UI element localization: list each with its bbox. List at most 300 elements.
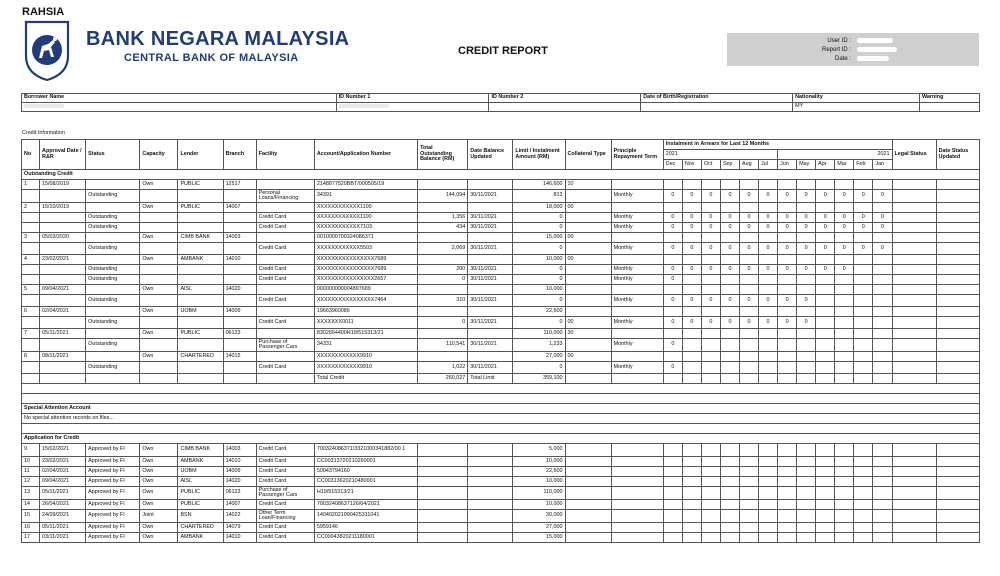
empty-cell (854, 500, 873, 510)
arrears-cell (778, 285, 797, 295)
arrears-cell (816, 285, 835, 295)
empty-cell (611, 457, 663, 467)
arrears-cell (759, 285, 778, 295)
arrears-cell (682, 275, 701, 285)
facility (256, 352, 314, 362)
arrears-cell (854, 233, 873, 243)
arrears-cell: 0 (701, 213, 720, 223)
collateral-type (565, 223, 611, 233)
arrears-cell (701, 203, 720, 213)
arrears-cell (816, 339, 835, 352)
capacity: Own (140, 500, 178, 510)
branch (223, 243, 256, 255)
empty-cell (565, 467, 611, 477)
empty-cell (816, 510, 835, 523)
arrears-cell (739, 329, 758, 339)
credit-row (22, 265, 980, 275)
approval-date: 05/03/2020 (40, 233, 86, 243)
row-status: Outstanding (86, 317, 140, 329)
empty-cell (797, 533, 816, 543)
empty-cell (611, 477, 663, 487)
empty-cell (223, 374, 256, 384)
arrears-cell (873, 317, 892, 329)
application-number: CC00043820211180001 (314, 533, 417, 543)
empty-cell (663, 510, 682, 523)
collateral-type-header: Collateral Type (565, 140, 611, 170)
month-mar-header: Mar (835, 160, 854, 170)
branch: 06123 (223, 329, 256, 339)
arrears-cell (739, 339, 758, 352)
arrears-cell: 0 (759, 295, 778, 307)
empty-cell (797, 500, 816, 510)
date-label: Date : (834, 56, 851, 62)
approval-date: 05/11/2021 (40, 329, 86, 339)
capacity: Own (140, 523, 178, 533)
row-status (86, 307, 140, 317)
arrears-cell: 0 (778, 213, 797, 223)
capacity (140, 275, 178, 285)
approval-date (40, 213, 86, 223)
capacity: Own (140, 307, 178, 317)
arrears-cell (816, 317, 835, 329)
arrears-cell (720, 255, 739, 265)
arrears-cell: 0 (854, 223, 873, 233)
arrears-cell (759, 352, 778, 362)
empty-cell (739, 533, 758, 543)
facility: Personal Loans/Financing (256, 190, 314, 203)
empty-cell (778, 374, 797, 384)
lender: PUBLIC (178, 203, 223, 213)
no-header: No (22, 140, 40, 170)
borrower-table (21, 93, 980, 112)
arrears-cell: 0 (797, 317, 816, 329)
year-left-label: 2021 (663, 150, 777, 160)
account-number: XXXXXXXXXXXX7103 (314, 223, 417, 233)
empty-cell (611, 500, 663, 510)
empty-cell (873, 444, 892, 457)
approval-date: 15/08/2019 (40, 180, 86, 190)
empty-cell (797, 444, 816, 457)
arrears-cell (682, 362, 701, 374)
empty-cell (759, 500, 778, 510)
status-updated-date (936, 329, 979, 339)
nationality-header: Nationality (793, 94, 920, 103)
empty-cell (873, 523, 892, 533)
facility (256, 180, 314, 190)
empty-cell (739, 523, 758, 533)
row-number: 7 (22, 329, 40, 339)
empty-cell (720, 477, 739, 487)
application-row (22, 444, 980, 457)
arrears-cell: 0 (720, 295, 739, 307)
empty-cell (873, 500, 892, 510)
collateral-type: 00 (565, 352, 611, 362)
month-dec-header: Dec (663, 160, 682, 170)
collateral-type (565, 265, 611, 275)
credit-information-label: Credit Information (22, 130, 65, 136)
limit-amount: 0 (513, 265, 565, 275)
empty-cell (797, 487, 816, 500)
arrears-cell: 0 (778, 243, 797, 255)
empty-cell (701, 457, 720, 467)
capacity: Own (140, 352, 178, 362)
empty-cell (565, 487, 611, 500)
arrears-cell (854, 339, 873, 352)
empty-cell (759, 467, 778, 477)
outstanding-balance (418, 285, 468, 295)
arrears-cell: 0 (663, 362, 682, 374)
application-date: 23/02/2021 (40, 457, 86, 467)
empty-cell (835, 374, 854, 384)
month-jan-header: Jan (873, 160, 892, 170)
arrears-cell (797, 255, 816, 265)
empty-cell (40, 374, 86, 384)
classification-label: RAHSIA (22, 6, 65, 18)
capacity: Own (140, 487, 178, 500)
status-updated-date (936, 275, 979, 285)
dob-header: Date of Birth/Registration (641, 94, 793, 103)
lender: BSN (178, 510, 223, 523)
row-number (22, 362, 40, 374)
arrears-cell (835, 203, 854, 213)
arrears-cell (816, 180, 835, 190)
capacity (140, 317, 178, 329)
facility: Credit Card (256, 444, 314, 457)
empty-cell (418, 500, 468, 510)
empty-cell (873, 533, 892, 543)
row-number: 17 (22, 533, 40, 543)
limit-amount: 146,600 (513, 180, 565, 190)
lender: AISL (178, 477, 223, 487)
arrears-cell (663, 352, 682, 362)
empty-cell (611, 467, 663, 477)
row-number (22, 243, 40, 255)
empty-cell (565, 457, 611, 467)
empty-cell (418, 477, 468, 487)
month-may-header: May (797, 160, 816, 170)
applied-amount: 22,500 (513, 467, 565, 477)
capacity (140, 190, 178, 203)
arrears-cell: 0 (873, 213, 892, 223)
account-number: 34331 (314, 339, 417, 352)
outstanding-credit-section-row (22, 170, 980, 180)
arrears-cell: 0 (663, 275, 682, 285)
arrears-cell: 0 (663, 213, 682, 223)
empty-cell (701, 533, 720, 543)
empty-cell (936, 467, 979, 477)
status-updated-date (936, 180, 979, 190)
legal-status (892, 295, 936, 307)
id-number-2-header: ID Number 2 (489, 94, 641, 103)
empty-cell (682, 533, 701, 543)
warning-value (920, 103, 980, 112)
arrears-cell (739, 233, 758, 243)
branch (223, 295, 256, 307)
total-limit-value: 359,100 (513, 374, 565, 384)
empty-cell (835, 533, 854, 543)
empty-cell (701, 487, 720, 500)
empty-cell (936, 477, 979, 487)
branch: 14009 (223, 307, 256, 317)
arrears-cell: 0 (720, 265, 739, 275)
lender: UOBM (178, 307, 223, 317)
row-status (86, 329, 140, 339)
lender: PUBLIC (178, 329, 223, 339)
legal-status (892, 213, 936, 223)
outstanding-balance (418, 307, 468, 317)
empty-cell (739, 467, 758, 477)
lender (178, 275, 223, 285)
empty-cell (682, 477, 701, 487)
application-row (22, 500, 980, 510)
account-number: XXXXXXXXXXXX1100 (314, 213, 417, 223)
arrears-cell (739, 352, 758, 362)
lender (178, 223, 223, 233)
user-id-redacted (857, 38, 893, 43)
row-status: Outstanding (86, 362, 140, 374)
empty-cell (936, 523, 979, 533)
legal-status (892, 190, 936, 203)
branch: 14007 (223, 203, 256, 213)
lender-header: Lender (178, 140, 223, 170)
total-credit-value: 260,027 (418, 374, 468, 384)
empty-cell (854, 477, 873, 487)
arrears-cell (778, 307, 797, 317)
application-status: Approved by FI (86, 500, 140, 510)
arrears-cell (778, 180, 797, 190)
credit-row (22, 307, 980, 317)
repayment-term (611, 329, 663, 339)
empty-cell (835, 444, 854, 457)
empty-cell (873, 374, 892, 384)
bnm-crest-logo (22, 20, 72, 82)
arrears-cell: 0 (854, 243, 873, 255)
branch: 12517 (223, 180, 256, 190)
arrears-cell: 0 (663, 243, 682, 255)
arrears-cell (778, 339, 797, 352)
arrears-cell (701, 255, 720, 265)
outstanding-balance: 200 (418, 265, 468, 275)
empty-cell (873, 487, 892, 500)
status-updated-date (936, 352, 979, 362)
arrears-cell (816, 362, 835, 374)
application-date: 03/11/2021 (40, 533, 86, 543)
application-date: 26/04/2021 (40, 500, 86, 510)
application-number: 700324086371/3321000341882/00 1 (314, 444, 417, 457)
arrears-cell: 0 (797, 295, 816, 307)
status-updated-date (936, 265, 979, 275)
application-status: Approved by FI (86, 533, 140, 543)
arrears-cell: 0 (778, 190, 797, 203)
arrears-cell: 0 (682, 190, 701, 203)
account-number: 8302664400H19/515313/21 (314, 329, 417, 339)
application-row (22, 533, 980, 543)
arrears-cell (873, 233, 892, 243)
limit-amount: 15,000 (513, 233, 565, 243)
repayment-term: Monthly (611, 317, 663, 329)
status-updated-date (936, 295, 979, 307)
account-number: XXXXXXXXXXXX1100 (314, 203, 417, 213)
branch: 14020 (223, 285, 256, 295)
approval-date (40, 362, 86, 374)
outstanding-balance-header: Total Outstanding Balance (RM) (418, 140, 468, 170)
limit-amount: 0 (513, 275, 565, 285)
outstanding-balance (418, 352, 468, 362)
empty-cell (468, 467, 513, 477)
empty-cell (720, 444, 739, 457)
arrears-cell (701, 339, 720, 352)
lender: AMBANK (178, 533, 223, 543)
repayment-term: Monthly (611, 295, 663, 307)
special-attention-note: No special attention records on files... (22, 414, 980, 424)
credit-row (22, 352, 980, 362)
arrears-cell (720, 285, 739, 295)
empty-cell (759, 523, 778, 533)
credit-row (22, 233, 980, 243)
empty-cell (854, 523, 873, 533)
credit-row (22, 295, 980, 307)
arrears-cell (778, 362, 797, 374)
application-row (22, 487, 980, 500)
arrears-cell: 0 (873, 243, 892, 255)
arrears-cell: 0 (739, 243, 758, 255)
limit-header: Limit / Instalment Amount (RM) (513, 140, 565, 170)
collateral-type (565, 285, 611, 295)
empty-cell (854, 533, 873, 543)
application-number: CC00313620210480001 (314, 477, 417, 487)
empty-cell (663, 487, 682, 500)
arrears-cell (816, 329, 835, 339)
balance-updated-date: 30/11/2021 (468, 317, 513, 329)
application-date: 05/11/2021 (40, 487, 86, 500)
empty-cell (418, 444, 468, 457)
empty-cell (892, 477, 936, 487)
capacity: Own (140, 180, 178, 190)
row-status (86, 233, 140, 243)
empty-cell (778, 477, 797, 487)
empty-cell (739, 487, 758, 500)
arrears-cell (835, 285, 854, 295)
legal-status (892, 329, 936, 339)
empty-cell (611, 523, 663, 533)
branch: 14015 (223, 352, 256, 362)
spacer-row (22, 424, 980, 434)
empty-cell (468, 523, 513, 533)
arrears-cell (720, 352, 739, 362)
capacity: Own (140, 457, 178, 467)
spacer-cell (22, 394, 980, 404)
empty-cell (468, 533, 513, 543)
collateral-type (565, 275, 611, 285)
application-status: Approved by FI (86, 457, 140, 467)
facility: Credit Card (256, 523, 314, 533)
applied-amount: 5,000 (513, 444, 565, 457)
id-number-1-value (336, 103, 489, 112)
arrears-cell (835, 180, 854, 190)
arrears-cell (854, 285, 873, 295)
special-attention-section: Special Attention Account (22, 404, 980, 414)
arrears-cell (797, 339, 816, 352)
empty-cell (936, 444, 979, 457)
legal-status (892, 285, 936, 295)
application-number: 50043794160 (314, 467, 417, 477)
empty-cell (797, 467, 816, 477)
arrears-cell: 0 (835, 243, 854, 255)
arrears-cell (701, 180, 720, 190)
row-number (22, 295, 40, 307)
lender: AMBANK (178, 457, 223, 467)
arrears-cell (778, 233, 797, 243)
row-number (22, 213, 40, 223)
row-number: 13 (22, 487, 40, 500)
spacer-row (22, 394, 980, 404)
facility (256, 233, 314, 243)
application-status: Approved by FI (86, 467, 140, 477)
arrears-cell (663, 203, 682, 213)
application-status: Approved by FI (86, 487, 140, 500)
column-header-row (22, 140, 980, 150)
empty-cell (418, 510, 468, 523)
empty-cell (892, 444, 936, 457)
empty-cell (682, 467, 701, 477)
arrears-cell: 0 (720, 317, 739, 329)
empty-cell (759, 444, 778, 457)
empty-cell (892, 510, 936, 523)
lender: CIMB BANK (178, 444, 223, 457)
branch: 14003 (223, 233, 256, 243)
arrears-cell: 0 (682, 265, 701, 275)
lender (178, 317, 223, 329)
arrears-cell (816, 275, 835, 285)
capacity (140, 265, 178, 275)
outstanding-balance: 434 (418, 223, 468, 233)
arrears-cell: 0 (701, 243, 720, 255)
arrears-cell (778, 203, 797, 213)
arrears-cell (663, 180, 682, 190)
year-right-label: 2021 (778, 150, 892, 160)
facility: Purchase of Passenger Cars (256, 339, 314, 352)
application-for-credit-section: Application for Credit (22, 434, 980, 444)
arrears-cell (873, 285, 892, 295)
lender: UOBM (178, 467, 223, 477)
empty-cell (418, 487, 468, 500)
warning-header: Warning (920, 94, 980, 103)
arrears-cell (663, 285, 682, 295)
empty-cell (611, 487, 663, 500)
empty-cell (778, 487, 797, 500)
application-row (22, 467, 980, 477)
row-status (86, 352, 140, 362)
row-number: 15 (22, 510, 40, 523)
arrears-cell (835, 307, 854, 317)
arrears-cell (759, 180, 778, 190)
row-status: Outstanding (86, 190, 140, 203)
arrears-cell (739, 307, 758, 317)
arrears-cell (797, 233, 816, 243)
repayment-term: Monthly (611, 223, 663, 233)
arrears-cell: 0 (720, 223, 739, 233)
application-for-credit-section-row (22, 434, 980, 444)
empty-cell (468, 457, 513, 467)
arrears-cell: 0 (797, 190, 816, 203)
credit-row (22, 317, 980, 329)
arrears-cell: 0 (682, 243, 701, 255)
outstanding-balance (418, 233, 468, 243)
arrears-cell: 0 (816, 213, 835, 223)
account-number: 000000000004897689 (314, 285, 417, 295)
borrower-values-row (22, 103, 980, 112)
collateral-type: 00 (565, 317, 611, 329)
